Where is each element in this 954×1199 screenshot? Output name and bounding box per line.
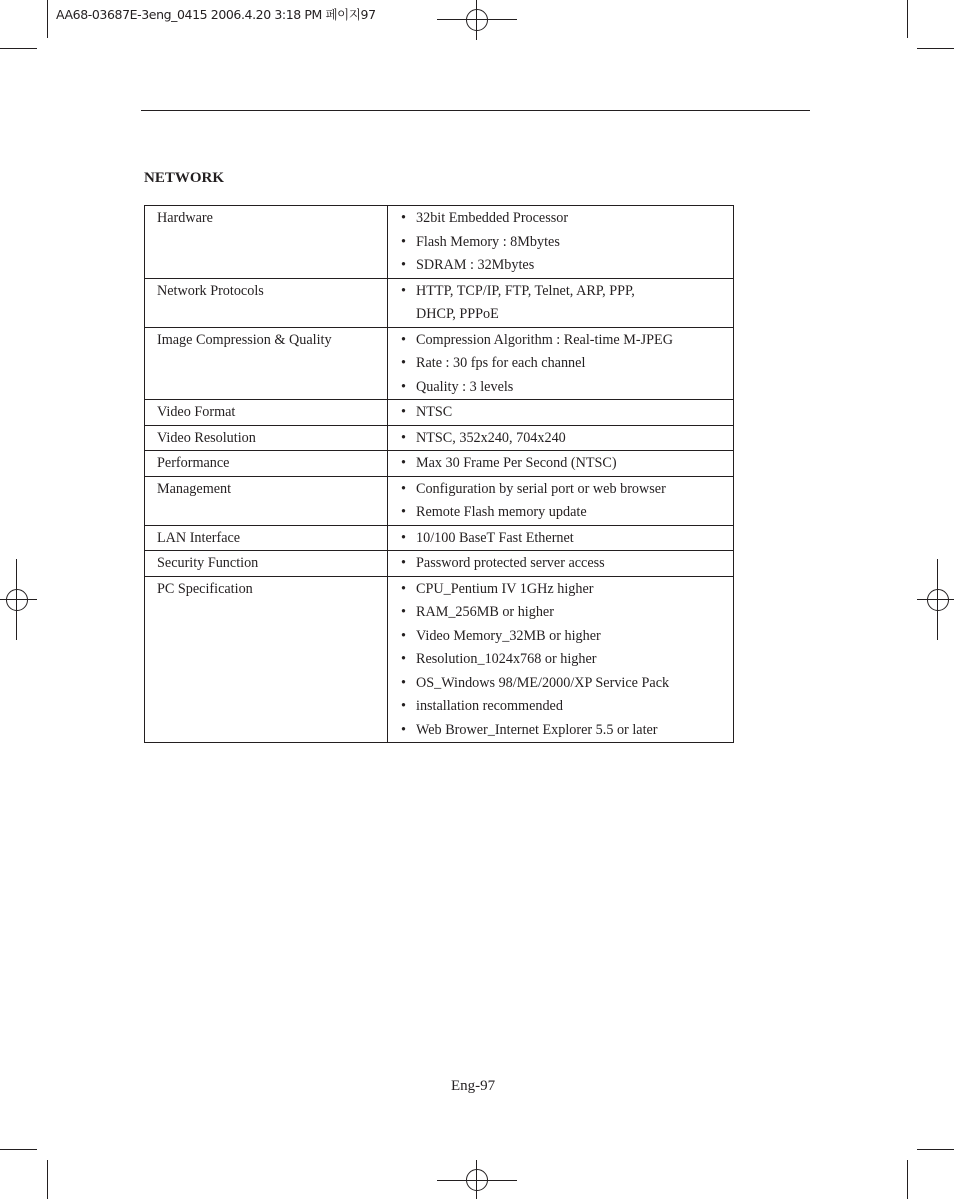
spec-label: Hardware [145, 206, 388, 279]
spec-label: Image Compression & Quality [145, 327, 388, 400]
registration-mark-icon [6, 589, 28, 611]
table-row [145, 451, 734, 477]
table-row [145, 551, 734, 577]
spec-value-text: installation recommended [416, 698, 563, 714]
page-number: Eng-97 [451, 1078, 496, 1094]
spec-value-text: Video Memory_32MB or higher [416, 627, 601, 644]
bullet-icon: • [401, 627, 406, 644]
spec-value-text: Configuration by serial port or web browser [416, 480, 666, 497]
spec-values [388, 327, 734, 400]
bullet-icon: • [401, 674, 406, 691]
crop-mark [47, 1160, 48, 1199]
bullet-icon: • [401, 555, 406, 571]
spec-value-text: Resolution_1024x768 or higher [416, 651, 597, 667]
bullet-icon: • [401, 331, 406, 348]
registration-mark-icon [466, 9, 488, 31]
spec-value-item [401, 452, 729, 476]
header-rule [141, 110, 810, 111]
spec-value-item [401, 648, 729, 672]
bullet-icon: • [401, 378, 406, 395]
spec-value-text: Max 30 Frame Per Second (NTSC) [416, 455, 617, 471]
spec-label: PC Specification [145, 576, 388, 743]
spec-label: Security Function [145, 551, 388, 577]
spec-table [144, 205, 734, 743]
spec-value-text: Compression Algorithm : Real-time M-JPEG [416, 331, 673, 348]
crop-mark [0, 48, 37, 49]
spec-value-item [401, 401, 729, 425]
spec-values [388, 525, 734, 551]
spec-values [388, 576, 734, 743]
crop-mark [917, 1149, 954, 1150]
spec-table-body [145, 206, 734, 743]
spec-value-item [401, 672, 729, 696]
spec-value-item [401, 207, 729, 231]
spec-value-item [401, 231, 729, 255]
spec-label: Management [145, 476, 388, 525]
spec-value-item [401, 376, 729, 400]
spec-values [388, 551, 734, 577]
table-row [145, 206, 734, 279]
table-row [145, 476, 734, 525]
print-slug: AA68-03687E-3eng_0415 2006.4.20 3:18 PM 페이지97 [56, 7, 376, 22]
table-row [145, 327, 734, 400]
registration-mark-icon [927, 589, 949, 611]
spec-label: Video Resolution [145, 425, 388, 451]
spec-value-item [401, 578, 729, 602]
spec-value-item [401, 478, 729, 502]
spec-value-text: OS_Windows 98/ME/2000/XP Service Pack [416, 674, 670, 691]
spec-label: LAN Interface [145, 525, 388, 551]
spec-value-item [401, 527, 729, 551]
table-row [145, 278, 734, 327]
spec-value-item [401, 303, 729, 327]
bullet-icon: • [401, 651, 406, 667]
crop-mark [907, 0, 908, 38]
spec-values [388, 451, 734, 477]
bullet-icon: • [401, 210, 406, 226]
spec-value-item [401, 695, 729, 719]
table-row [145, 400, 734, 426]
bullet-icon: • [401, 504, 406, 520]
bullet-icon: • [401, 529, 406, 546]
bullet-icon: • [401, 580, 406, 597]
spec-label: Network Protocols [145, 278, 388, 327]
spec-values [388, 278, 734, 327]
spec-value-text: 10/100 BaseT Fast Ethernet [416, 529, 574, 546]
spec-value-item [401, 329, 729, 353]
bullet-icon: • [401, 698, 406, 714]
bullet-icon: • [401, 721, 406, 738]
table-row [145, 525, 734, 551]
spec-value-item [401, 427, 729, 451]
spec-value-text: Flash Memory : 8Mbytes [416, 233, 560, 250]
bullet-icon: • [401, 604, 406, 620]
spec-values [388, 400, 734, 426]
spec-value-text: CPU_Pentium IV 1GHz higher [416, 580, 594, 597]
crop-mark [917, 48, 954, 49]
table-row [145, 576, 734, 743]
bullet-icon: • [401, 480, 406, 497]
spec-value-text: HTTP, TCP/IP, FTP, Telnet, ARP, PPP, [416, 282, 635, 299]
bullet-icon: • [401, 233, 406, 250]
section-title: NETWORK [144, 170, 225, 186]
spec-value-text: NTSC, 352x240, 704x240 [416, 429, 566, 446]
spec-values [388, 476, 734, 525]
bullet-icon: • [401, 355, 406, 371]
crop-mark [907, 1160, 908, 1199]
bullet-icon: • [401, 429, 406, 446]
spec-value-text: SDRAM : 32Mbytes [416, 257, 535, 273]
spec-value-item [401, 625, 729, 649]
spec-label: Video Format [145, 400, 388, 426]
spec-label: Performance [145, 451, 388, 477]
registration-mark-icon [466, 1169, 488, 1191]
crop-mark [0, 1149, 37, 1150]
bullet-icon: • [401, 257, 406, 273]
bullet-icon: • [401, 282, 406, 299]
spec-value-text: Rate : 30 fps for each channel [416, 355, 586, 371]
spec-value-item [401, 501, 729, 525]
spec-value-text: NTSC [416, 404, 453, 420]
spec-value-text: Password protected server access [416, 555, 605, 571]
spec-value-item [401, 552, 729, 576]
spec-value-item [401, 352, 729, 376]
spec-values [388, 206, 734, 279]
spec-value-text: Web Brower_Internet Explorer 5.5 or later [416, 721, 658, 738]
spec-value-item [401, 719, 729, 743]
bullet-icon: • [401, 404, 406, 420]
spec-value-item [401, 601, 729, 625]
spec-value-item [401, 280, 729, 304]
crop-mark [47, 0, 48, 38]
spec-value-text: DHCP, PPPoE [416, 306, 499, 322]
spec-values [388, 425, 734, 451]
spec-value-text: RAM_256MB or higher [416, 604, 554, 620]
spec-value-text: 32bit Embedded Processor [416, 210, 569, 226]
spec-value-item [401, 254, 729, 278]
spec-value-text: Quality : 3 levels [416, 378, 514, 395]
spec-value-text: Remote Flash memory update [416, 504, 587, 520]
table-row [145, 425, 734, 451]
bullet-icon: • [401, 455, 406, 471]
